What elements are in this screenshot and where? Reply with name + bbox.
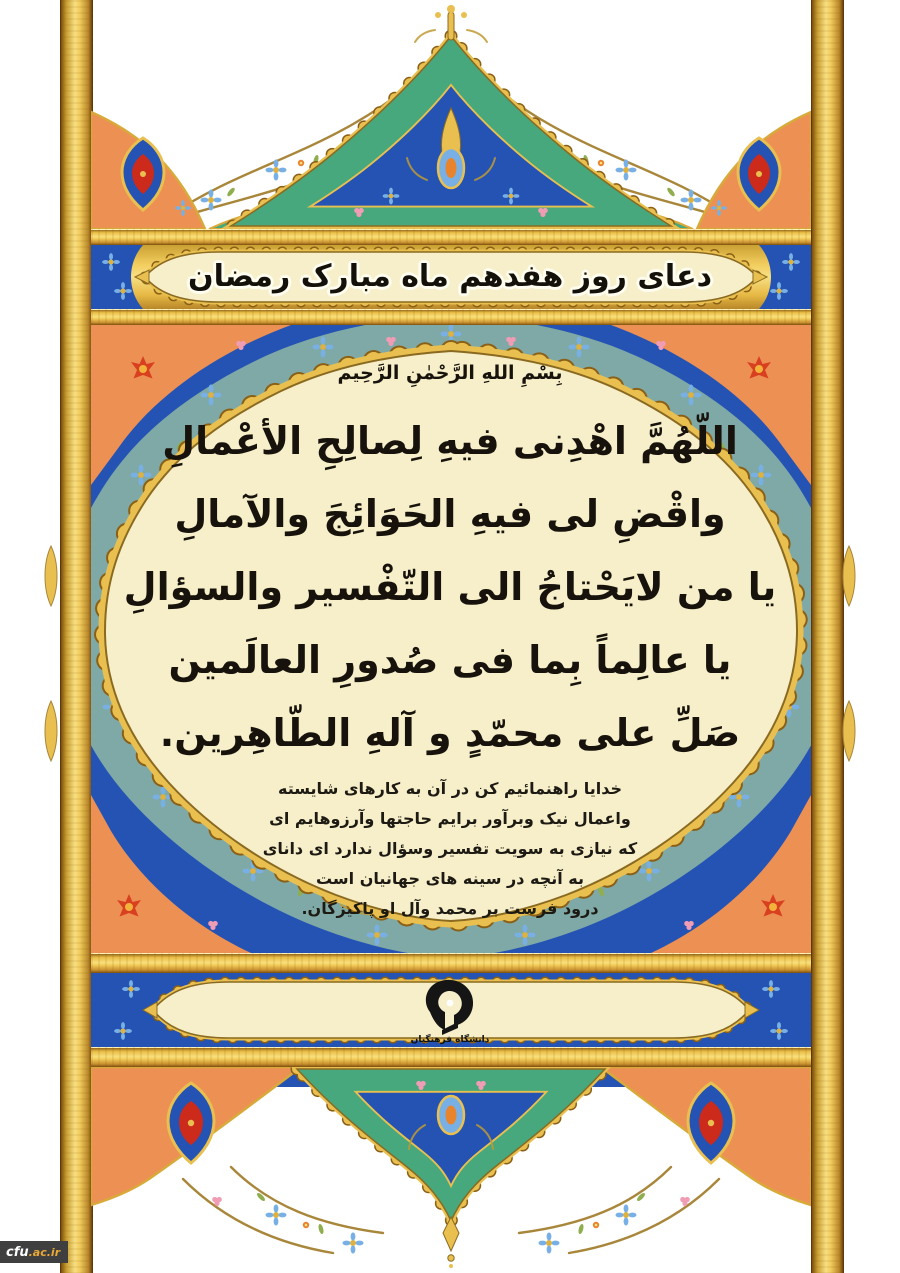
page-title-banner: دعای روز هفدهم ماه مبارک رمضان bbox=[187, 259, 712, 294]
persian-translation-block bbox=[210, 774, 690, 924]
gold-band bbox=[91, 309, 811, 325]
arabic-prayer-block bbox=[123, 404, 777, 769]
prayer-line-arabic: اللّهُمَّ اهْدِنی فیهِ لِصالِحِ الأعْمالِ bbox=[162, 418, 738, 463]
translation-line-persian: که نیازی به سویت تفسیر وسؤال ندارد ای دانای bbox=[262, 839, 638, 858]
crest-pendant-icon bbox=[443, 1217, 459, 1268]
translation-line-persian: درود فرست بر محمد وآل او پاکیزگان. bbox=[301, 899, 599, 918]
logo-caption: دانشگاه فرهنگیان bbox=[410, 1035, 490, 1045]
crest-finial-icon bbox=[415, 5, 487, 42]
side-leaf-ornament bbox=[838, 700, 860, 762]
translation-line-persian: واعمال نیک وبرآور برایم حاجتها وآرزوهایم ای bbox=[269, 809, 631, 828]
prayer-line-arabic: صَلِّ علی محمّدٍ و آلهِ الطّاهِرین. bbox=[159, 710, 741, 755]
farhangian-university-logo bbox=[417, 977, 483, 1035]
gold-band bbox=[91, 953, 811, 973]
university-emblem-icon bbox=[417, 977, 483, 1035]
side-leaf-ornament bbox=[40, 700, 62, 762]
right-gold-bar bbox=[811, 0, 844, 1273]
side-leaf-ornament bbox=[40, 545, 62, 607]
translation-line-persian: به آنچه در سینه های جهانیان است bbox=[315, 869, 584, 888]
gold-band bbox=[91, 229, 811, 245]
site-watermark bbox=[0, 1241, 68, 1263]
bismillah-calligraphy: بِسْمِ اللهِ الرَّحْمٰنِ الرَّحِیم bbox=[337, 362, 563, 384]
top-crest-ornament bbox=[91, 0, 811, 229]
bottom-crest-ornament bbox=[91, 1067, 811, 1273]
translation-line-persian: خدایا راهنمائیم کن در آن به کارهای شایسته bbox=[278, 779, 622, 798]
prayer-line-arabic: یا عالِماً بِما فی صُدورِ العالَمین bbox=[168, 637, 732, 682]
side-leaf-ornament bbox=[838, 545, 860, 607]
prayer-line-arabic: یا من لایَحْتاجُ الی التّفْسیر والسؤالِ bbox=[123, 564, 777, 609]
left-gold-bar bbox=[60, 0, 93, 1273]
gold-band bbox=[91, 1047, 811, 1067]
watermark-suffix: .ac.ir bbox=[28, 1245, 61, 1259]
watermark-prefix: cfu bbox=[6, 1244, 29, 1260]
prayer-line-arabic: واقْضِ لی فیهِ الحَوَائِجَ والآمالِ bbox=[174, 491, 726, 536]
